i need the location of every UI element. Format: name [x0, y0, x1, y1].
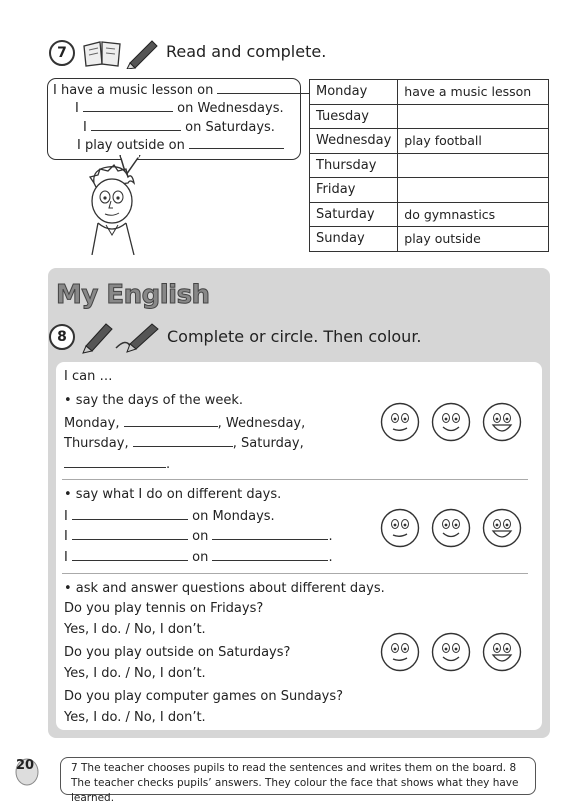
blank[interactable] [83, 99, 173, 112]
day-row [310, 129, 549, 154]
day-row [310, 80, 549, 105]
day-row [310, 202, 549, 227]
day-name: Monday [310, 80, 398, 105]
smiley-face-icon[interactable] [380, 632, 420, 672]
book-icon [80, 38, 124, 68]
day-activity[interactable] [398, 104, 549, 129]
smiley-face-icon[interactable] [380, 402, 420, 442]
day-activity: play football [398, 129, 549, 154]
day-activity: have a music lesson [398, 80, 549, 105]
blank[interactable] [124, 414, 218, 427]
exercise-8-instruction: Complete or circle. Then colour. [167, 327, 422, 346]
crayons-icon [80, 316, 166, 356]
divider [62, 479, 528, 480]
smiley-face-icon[interactable] [380, 508, 420, 548]
block3-heading: • ask and answer questions about different days. [64, 581, 385, 596]
day-activity[interactable] [398, 178, 549, 203]
day-row [310, 153, 549, 178]
block2-heading: • say what I do on different days. [64, 487, 282, 502]
days-table [309, 79, 549, 252]
bubble-line-4: I play outside on [77, 136, 284, 153]
answer-1[interactable]: Yes, I do. / No, I don’t. [64, 622, 206, 637]
smiley-face-icon[interactable] [431, 508, 471, 548]
day-activity[interactable] [398, 153, 549, 178]
day-name: Saturday [310, 202, 398, 227]
pencil-icon [124, 35, 160, 69]
block2-row1: I on Mondays. [64, 509, 275, 524]
day-row [310, 178, 549, 203]
bubble-line-3: I on Saturdays. [83, 120, 275, 135]
blank[interactable] [212, 548, 328, 561]
answer-3[interactable]: Yes, I do. / No, I don’t. [64, 710, 206, 725]
block1-row3: . [64, 455, 170, 472]
block2-row2: I on . [64, 529, 333, 544]
day-name: Thursday [310, 153, 398, 178]
exercise-8-number: 8 [49, 324, 75, 350]
exercise-7-number: 7 [49, 40, 75, 66]
i-can-label: I can … [64, 369, 113, 384]
block1-row1: Monday, , Wednesday, [64, 416, 306, 431]
smiley-face-icon[interactable] [482, 402, 522, 442]
day-row [310, 227, 549, 252]
day-activity: do gymnastics [398, 202, 549, 227]
blank[interactable] [64, 455, 166, 468]
question-3: Do you play computer games on Sundays? [64, 689, 344, 704]
exercise-7-instruction: Read and complete. [166, 42, 327, 61]
teacher-note: 7 The teacher chooses pupils to read the sentences and writes them on the board. 8 The teacher checks pupils’ answers. They colour the face that shows what they have learned. [60, 757, 536, 795]
blank[interactable] [212, 527, 328, 540]
day-row [310, 104, 549, 129]
block1-row2: Thursday, , Saturday, [64, 436, 304, 451]
blank[interactable] [189, 136, 284, 149]
blank[interactable] [72, 548, 188, 561]
boy-illustration [78, 163, 150, 255]
divider [62, 573, 528, 574]
question-1: Do you play tennis on Fridays? [64, 601, 264, 616]
smiley-face-icon[interactable] [482, 632, 522, 672]
bubble-line-2: I on Wednesdays. [75, 101, 284, 116]
block1-heading: • say the days of the week. [64, 393, 244, 408]
answer-2[interactable]: Yes, I do. / No, I don’t. [64, 666, 206, 681]
blank[interactable] [72, 527, 188, 540]
day-name: Tuesday [310, 104, 398, 129]
block2-row3: I on . [64, 550, 333, 565]
blank[interactable] [217, 81, 309, 94]
day-activity: play outside [398, 227, 549, 252]
smiley-face-icon[interactable] [431, 402, 471, 442]
smiley-face-icon[interactable] [431, 632, 471, 672]
blank[interactable] [133, 434, 233, 447]
blank[interactable] [72, 507, 188, 520]
day-name: Sunday [310, 227, 398, 252]
section-title: My English [56, 280, 210, 310]
question-2: Do you play outside on Saturdays? [64, 645, 291, 660]
day-name: Wednesday [310, 129, 398, 154]
smiley-face-icon[interactable] [482, 508, 522, 548]
page-number: 20 [16, 758, 35, 773]
blank[interactable] [91, 118, 181, 131]
bubble-line-1: I have a music lesson on [53, 81, 309, 98]
day-name: Friday [310, 178, 398, 203]
